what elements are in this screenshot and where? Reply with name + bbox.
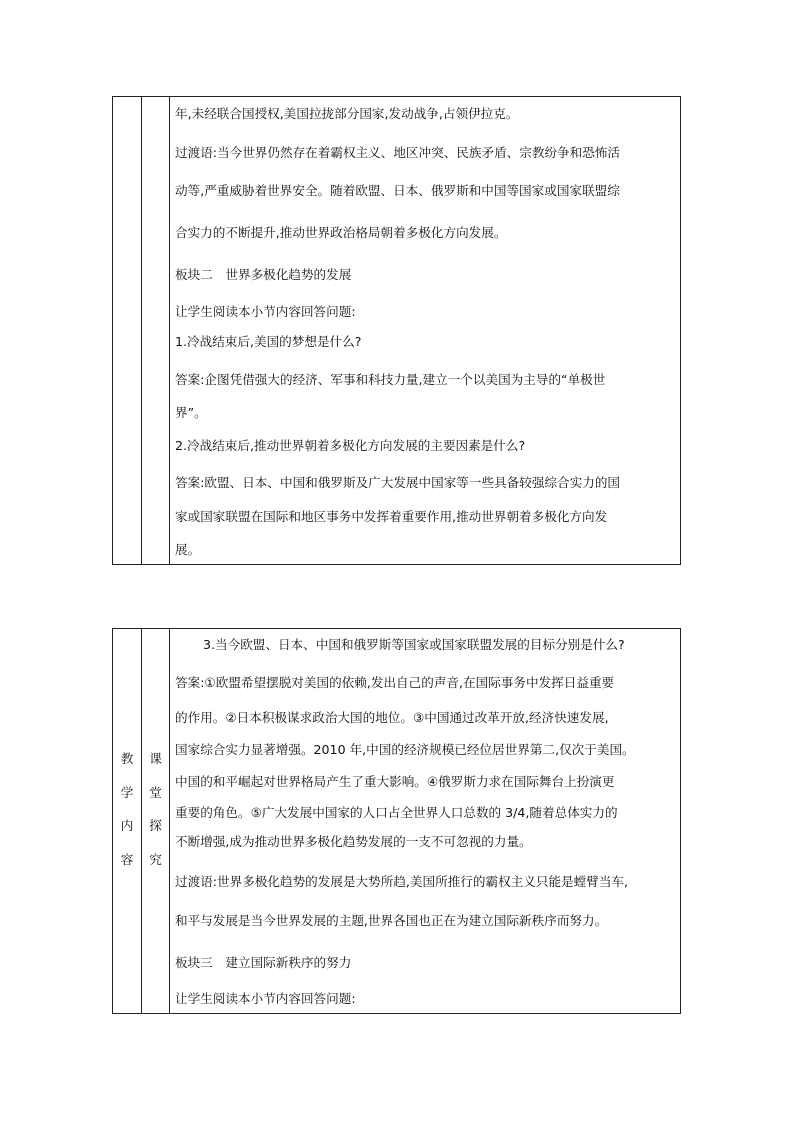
label-char: 究 [149,852,162,867]
label-char: 内 [120,818,134,833]
table-2-column-1 [113,629,142,1013]
text-line: 过渡语:世界多极化趋势的发展是大势所趋,美国所推行的霸权主义只能是螳臂当车, [175,874,629,889]
label-char: 容 [120,852,134,867]
answer-line: 答案:①欧盟希望摆脱对美国的依赖,发出自己的声音,在国际事务中发挥日益重要 [175,675,615,690]
question-1: 1.冷战结束后,美国的梦想是什么? [175,334,362,349]
answer-line: 不断增强,成为推动世界多极化趋势发展的一支不可忽视的力量。 [175,834,532,849]
text-line: 让学生阅读本小节内容回答问题: [175,991,356,1006]
text-line: 和平与发展是当今世界发展的主题,世界各国也正在为建立国际新秩序而努力。 [175,913,608,928]
text-line: 年,未经联合国授权,美国拉拢部分国家,发动战争,占领伊拉克。 [175,106,519,121]
text-line: 让学生阅读本小节内容回答问题: [175,304,356,319]
table-2 [112,628,681,1014]
label-char: 堂 [149,785,162,800]
answer-line: 展。 [175,542,201,557]
table-1-column-1 [113,97,142,564]
label-char: 学 [120,785,134,800]
label-char: 教 [120,751,134,766]
answer-line: 界”。 [175,405,207,420]
answer-line: 的作用。②日本积极谋求政治大国的地位。③中国通过改革开放,经济快速发展, [175,710,609,725]
answer-line: 国家综合实力显著增强。2010 年,中国的经济规模已经位居世界第二,仅次于美国。 [175,742,635,757]
question-2: 2.冷战结束后,推动世界朝着多极化方向发展的主要因素是什么? [175,438,526,453]
text-line: 合实力的不断提升,推动世界政治格局朝着多极化方向发展。 [175,225,507,240]
section-heading: 板块三 建立国际新秩序的努力 [175,955,352,970]
question-3: 3.当今欧盟、日本、中国和俄罗斯等国家或国家联盟发展的目标分别是什么? [203,637,625,652]
answer-line: 中国的和平崛起对世界格局产生了重大影响。④俄罗斯力求在国际舞台上扮演更 [175,774,615,789]
table-1-content-cell [170,97,680,564]
answer-line: 答案:欧盟、日本、中国和俄罗斯及广大发展中国家等一些具备较强综合实力的国 [175,475,621,490]
label-char: 探 [149,818,162,833]
table-1-column-2 [142,97,170,564]
text-line: 动等,严重威胁着世界安全。随着欧盟、日本、俄罗斯和中国等国家或国家联盟综 [175,183,620,198]
section-heading: 板块二 世界多极化趋势的发展 [175,267,352,282]
answer-line: 答案:企图凭借强大的经济、军事和科技力量,建立一个以美国为主导的“单极世 [175,372,606,387]
table-2-column-2 [142,629,170,1013]
table-2-content-cell [170,629,680,1013]
answer-line: 重要的角色。⑤广大发展中国家的人口占全世界人口总数的 3/4,随着总体实力的 [175,805,618,820]
label-char: 课 [149,751,162,766]
answer-line: 家或国家联盟在国际和地区事务中发挥着重要作用,推动世界朝着多极化方向发 [175,509,608,524]
text-line: 过渡语:当今世界仍然存在着霸权主义、地区冲突、民族矛盾、宗教纷争和恐怖活 [175,145,621,160]
table-1 [112,96,681,565]
